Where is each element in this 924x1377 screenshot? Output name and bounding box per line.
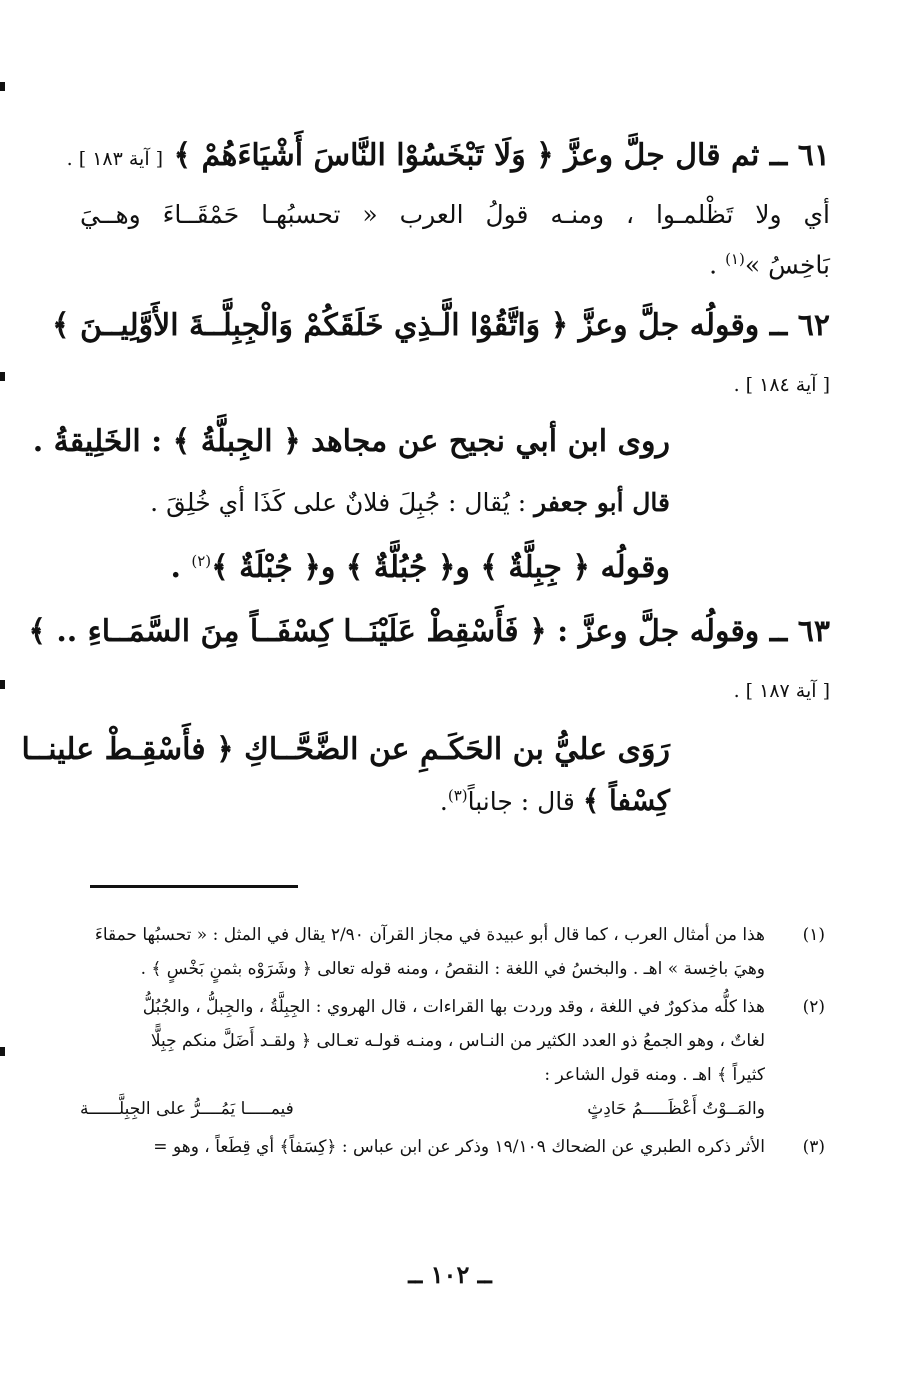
scan-edge-mark [0, 82, 5, 91]
poetry-verse [80, 1099, 765, 1119]
scan-edge-mark [0, 680, 5, 689]
footnote-number: (٢) [802, 997, 825, 1017]
footnote-marker: (٢) [191, 552, 212, 570]
verse-hemistich-left: فيمـــــا يَمُــــرُّ على الجِبِلَّــــــة [80, 1099, 294, 1119]
entry-63-heading [28, 614, 830, 649]
entry-62-abu-jafar: قال أبو جعفر : يُقال : جُبِلَ فلانٌ على كَذَا أي خُلِقَ . [150, 488, 670, 517]
footnote-line: هذا كلُّه مذكورٌ في اللغة ، وقد وردت بها القراءات ، قال الهروي : الجِبِلَّةُ ، والجِبلُّ ، والجُبُلُّ [142, 997, 765, 1017]
footnote-line: الأثر ذكره الطبري عن الضحاك ١٩/١٠٩ وذكر عن ابن عباس : ﴿كِسَفاً﴾ أي قِطَعاً ، وهو = [153, 1137, 765, 1157]
page-number: ــ ١٠٢ ــ [408, 1260, 492, 1289]
verse-reference: [ آية ١٨٤ ] . [733, 374, 830, 396]
scan-edge-mark [0, 1047, 5, 1056]
entry-63-narration-line-1: رَوَى عليُّ بن الحَكَـمِ عن الضَّحَّــاكِ ﴿ فأَسْقِـطْ علينــا [21, 732, 670, 767]
quran-verse: ﴿ فَأَسْقِطْ عَلَيْنَــا كِسْفَــاً مِنَ السَّمَــاءِ .. ﴾ [28, 614, 547, 649]
footnote-line: كثيراً ﴾ اهـ . ومنه قول الشاعر : [544, 1065, 765, 1085]
entry-63-narration-line-2: كِسْفاً ﴾ قال : جانباً$^{(٣)}$. [439, 784, 670, 817]
entry-lead: ــ وقولُه جلَّ وعزَّ [578, 308, 788, 343]
entry-lead: ــ وقولُه جلَّ وعزَّ : [557, 614, 788, 649]
entry-lead: ــ ثم قال جلَّ وعزَّ [564, 138, 788, 173]
verse-reference: [ آية ١٨٧ ] . [733, 680, 830, 702]
footnote-number: (١) [802, 925, 825, 945]
verse-reference: [ آية ١٨٣ ] . [66, 148, 164, 170]
entry-61-heading [67, 138, 830, 173]
footnote-number: (٣) [802, 1137, 825, 1157]
scholar-name: قال أبو جعفر [534, 488, 670, 517]
entry-62-narration: روى ابن أبي نجيح عن مجاهد ﴿ الجِبلَّةُ ﴾ : الخَلِيقةُ . [32, 424, 670, 459]
footnote-line: وهيَ باخِسة » اهـ . والبخسُ في اللغة : النقصُ ، ومنه قوله تعالى ﴿ وشَرَوْه بثمنٍ بَخْسٍ ﴾ . [140, 959, 765, 979]
footnote-line: لغاتٌ ، وهو الجمعُ ذو العدد الكثير من النـاس ، ومنـه قولـه تعـالى ﴿ ولقـد أَضَلَّ منكم جِبِلًّا [150, 1031, 765, 1051]
entry-61-explanation-line-1: أي ولا تَظْلمـوا ، ومنـه قولُ العرب « تحسبُهـا حَمْقَــاءَ وهــيَ [80, 200, 830, 229]
scan-edge-mark [0, 372, 5, 381]
entry-number: ٦١ [797, 138, 830, 173]
quran-verse: ﴿ وَلَا تَبْخَسُوْا النَّاسَ أَشْيَاءَهُمْ ﴾ [173, 138, 554, 173]
entry-number: ٦٢ [797, 308, 830, 343]
footnote-marker: (١) [725, 250, 745, 268]
footnote-line: هذا من أمثال العرب ، كما قال أبو عبيدة في مجاز القرآن ٢/٩٠ يقال في المثل : « تحسبُها حمقاءَ [94, 925, 765, 945]
entry-62-heading [52, 308, 830, 343]
footnote-marker: (٣) [447, 786, 468, 805]
entry-61-explanation-line-2: بَاخِسُ »$^{(١)}$ . [709, 250, 830, 280]
entry-62-readings: وقولُه ﴿ جِبِلَّةٌ ﴾ و﴿ جُبُلَّةٌ ﴾ و﴿ جُبْلَةٌ ﴾$^{(٢)}$ . [170, 550, 670, 585]
entry-number: ٦٣ [797, 614, 830, 649]
quran-verse: ﴿ وَاتَّقُوْا الَّـذِي خَلَقَكُمْ وَالْجِبِلَّــةَ الأَوَّلِيــنَ ﴾ [51, 308, 569, 343]
verse-hemistich-right: والمَــوْتُ أَعْظَـــــمُ حَادِثٍ [587, 1099, 765, 1119]
footnote-separator [90, 885, 298, 888]
